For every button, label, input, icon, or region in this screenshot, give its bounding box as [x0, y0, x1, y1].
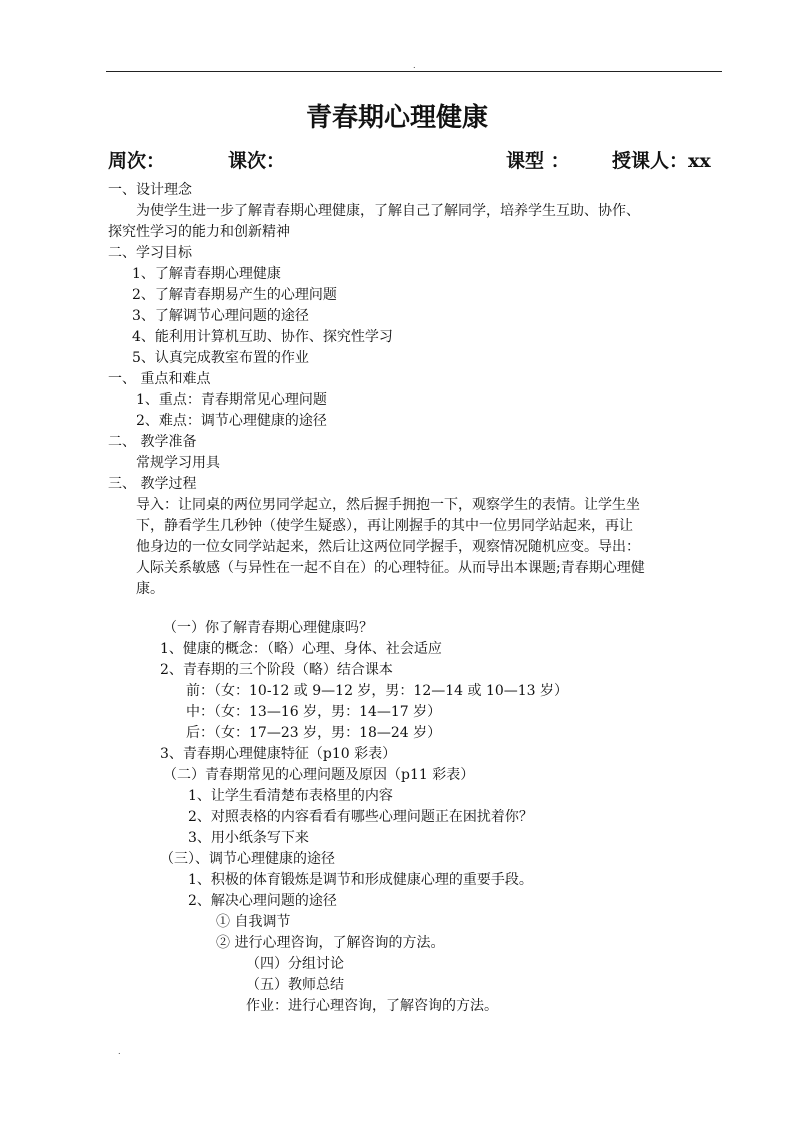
list-item: 3、青春期心理健康特征（p10 彩表） [160, 746, 397, 762]
footer-dot: . [118, 1047, 121, 1056]
header-dot: . [413, 61, 416, 70]
list-item: 2、解决心理问题的途径 [188, 893, 337, 909]
list-item: 3、用小纸条写下来 [188, 830, 309, 846]
paragraph-line: 探究性学习的能力和创新精神 [108, 224, 290, 240]
subsection-heading: （四）分组讨论 [246, 956, 344, 972]
list-item: ① 自我调节 [216, 914, 291, 930]
list-item: 中：（女：13—16 岁，男：14—17 岁） [186, 704, 442, 720]
section-heading: 二、 教学准备 [108, 434, 197, 450]
paragraph-line: 康。 [136, 581, 164, 597]
list-item: 1、健康的概念：（略）心理、身体、社会适应 [160, 641, 442, 657]
list-item: 1、积极的体育锻炼是调节和形成健康心理的重要手段。 [188, 872, 533, 888]
list-item: 后：（女：17—23 岁，男：18—24 岁） [186, 725, 442, 741]
list-item: 4、能利用计算机互助、协作、探究性学习 [132, 329, 393, 345]
list-item: ② 进行心理咨询，了解咨询的方法。 [216, 935, 445, 951]
section-heading: 二、学习目标 [108, 245, 192, 261]
header-rule [106, 71, 722, 72]
list-item: 2、青春期的三个阶段（略）结合课本 [160, 662, 393, 678]
subsection-heading: （一）你了解青春期心理健康吗？ [163, 620, 373, 636]
paragraph-line: 他身边的一位女同学站起来，然后让这两位同学握手，观察情况随机应变。导出： [136, 539, 640, 555]
list-item: 2、对照表格的内容看看有哪些心理问题正在困扰着你？ [188, 809, 533, 825]
subsection-heading: （五）教师总结 [246, 977, 344, 993]
list-item: 5、认真完成教室布置的作业 [132, 350, 309, 366]
paragraph-line: 下，静看学生几秒钟（使学生疑惑），再让刚握手的其中一位男同学站起来，再让 [136, 518, 633, 534]
paragraph-line: 导入：让同桌的两位男同学起立，然后握手拥抱一下，观察学生的表情。让学生坐 [136, 497, 640, 513]
week-label: 周次： [108, 150, 166, 172]
paragraph-line: 为使学生进一步了解青春期心理健康，了解自己了解同学，培养学生互助、协作、 [136, 203, 640, 219]
section-heading: 一、设计理念 [108, 182, 192, 198]
course-type-label: 课型 ： [506, 150, 570, 172]
section-heading: 一、 重点和难点 [108, 371, 211, 387]
list-item: 前：（女：10-12 或 9—12 岁，男：12—14 或 10—13 岁） [186, 683, 569, 699]
paragraph-line: 人际关系敏感（与异性在一起不自在）的心理特征。从而导出本课题;青春期心理健 [136, 560, 645, 576]
list-item: 1、让学生看清楚布表格里的内容 [188, 788, 393, 804]
list-item: 2、难点：调节心理健康的途径 [136, 413, 327, 429]
section-heading: 三、 教学过程 [108, 476, 197, 492]
list-item: 2、了解青春期易产生的心理问题 [132, 287, 337, 303]
homework-line: 作业：进行心理咨询，了解咨询的方法。 [246, 998, 498, 1014]
page-title: 青春期心理健康 [305, 103, 488, 133]
lesson-label: 课次： [228, 150, 286, 172]
paragraph-line: 常规学习用具 [136, 455, 220, 471]
list-item: 3、了解调节心理问题的途径 [132, 308, 309, 324]
list-item: 1、重点：青春期常见心理问题 [136, 392, 327, 408]
teacher-label: 授课人：xx [612, 150, 711, 172]
subsection-heading: （三）、调节心理健康的途径 [160, 851, 335, 867]
list-item: 1、了解青春期心理健康 [132, 266, 281, 282]
subsection-heading: （二）青春期常见的心理问题及原因（p11 彩表） [163, 767, 475, 783]
